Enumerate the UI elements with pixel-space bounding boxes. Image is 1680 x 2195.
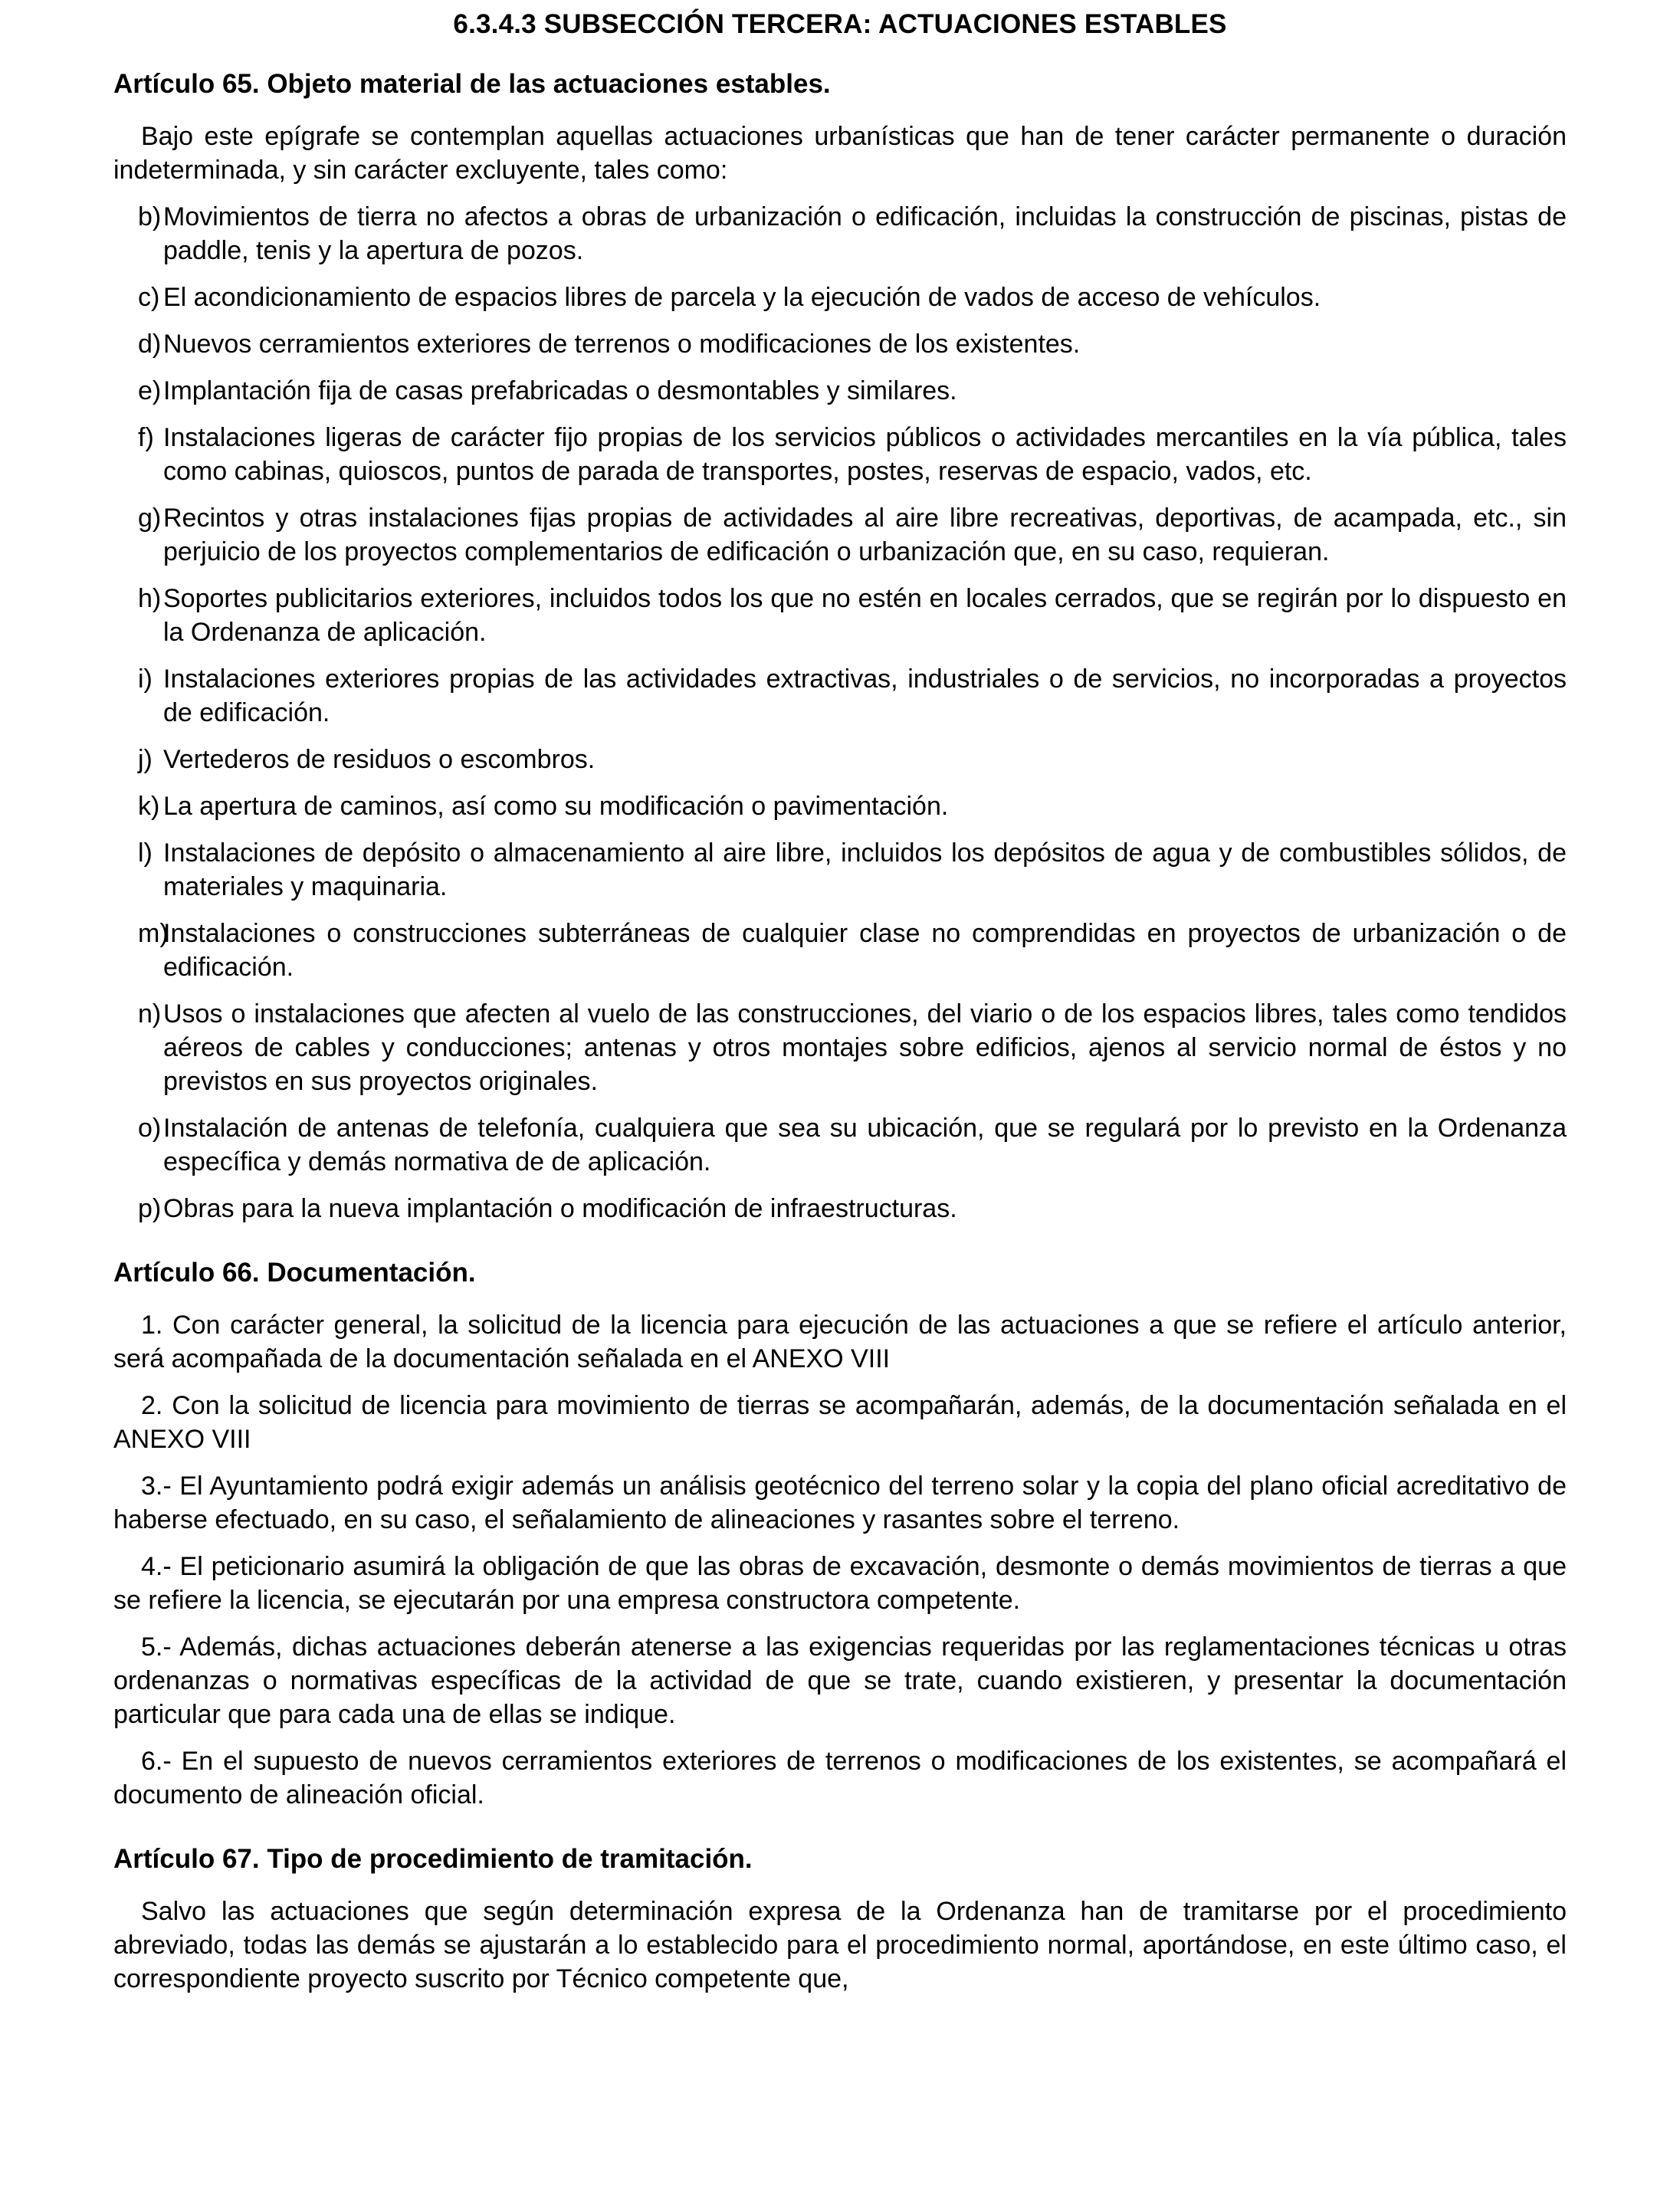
article-66-paragraph-2: 2. Con la solicitud de licencia para movimiento de tierras se acompañarán, además, de la documentación señalada en el ANEXO VIII [113, 1391, 1567, 1454]
list-item-label: p) [138, 1194, 162, 1223]
list-item-label: n) [138, 999, 162, 1029]
list-item-text: El acondicionamiento de espacios libres de parcela y la ejecución de vados de acceso de vehículos. [163, 283, 1321, 312]
article-66-paragraph-5: 5.- Además, dichas actuaciones deberán atenerse a las exigencias requeridas por las reglamentaciones técnicas u otras ordenanzas o normativas específicas de la actividad de que se trate, cuando existieren, y presentar la documentación particular que para cada una de ellas se indique. [113, 1632, 1567, 1729]
list-item-text: Obras para la nueva implantación o modificación de infraestructuras. [163, 1194, 957, 1223]
list-item-n [113, 997, 1567, 1098]
list-item-text: Recintos y otras instalaciones fijas propias de actividades al aire libre recreativas, deportivas, de acampada, etc., sin perjuicio de los proyectos complementarios de edificación o urbanización que, en su caso, requieran. [163, 504, 1567, 566]
list-item-text: Instalaciones o construcciones subterráneas de cualquier clase no comprendidas en proyectos de urbanización o de edificación. [163, 919, 1567, 982]
list-item-label: l) [138, 838, 153, 868]
list-item-label: e) [138, 376, 162, 405]
list-item-b [113, 200, 1567, 267]
list-item-text: La apertura de caminos, así como su modificación o pavimentación. [163, 792, 949, 821]
list-item-label: d) [138, 330, 162, 359]
list-item-label: b) [138, 202, 162, 231]
article-66-paragraph-3: 3.- El Ayuntamiento podrá exigir además un análisis geotécnico del terreno solar y la copia del plano oficial acreditativo de haberse efectuado, en su caso, el señalamiento de alineaciones y rasantes sobre el terreno. [113, 1472, 1567, 1534]
list-item-label: i) [138, 664, 153, 694]
article-67-paragraph-1: Salvo las actuaciones que según determinación expresa de la Ordenanza han de tramitarse por el procedimiento abreviado, todas las demás se ajustarán a lo establecido para el procedimiento normal, aportándose, en este último caso, el correspondiente proyecto suscrito por Técnico competente que, [113, 1897, 1567, 1993]
list-item-l [113, 836, 1567, 904]
list-item-p [113, 1192, 1567, 1225]
list-item-label: m) [138, 919, 169, 948]
article-66-title: Artículo 66. Documentación. [113, 1258, 476, 1288]
list-item-label: h) [138, 584, 162, 613]
list-item-g [113, 501, 1567, 569]
list-item-j [113, 743, 1567, 776]
list-item-h [113, 582, 1567, 649]
list-item-m [113, 917, 1567, 984]
section-heading: 6.3.4.3 SUBSECCIÓN TERCERA: ACTUACIONES ESTABLES [453, 9, 1227, 39]
list-item-e [113, 374, 1567, 408]
list-item-i [113, 662, 1567, 730]
list-item-label: f) [138, 423, 154, 452]
article-65-title: Artículo 65. Objeto material de las actuaciones estables. [113, 69, 831, 99]
list-item-label: o) [138, 1114, 162, 1143]
list-item-f [113, 421, 1567, 488]
article-66-paragraph-6: 6.- En el supuesto de nuevos cerramientos exteriores de terrenos o modificaciones de los existentes, se acompañará el documento de alineación oficial. [113, 1747, 1567, 1809]
list-item-d [113, 327, 1567, 361]
list-item-text: Nuevos cerramientos exteriores de terrenos o modificaciones de los existentes. [163, 330, 1081, 359]
list-item-text: Vertederos de residuos o escombros. [163, 745, 596, 774]
list-item-text: Soportes publicitarios exteriores, incluidos todos los que no estén en locales cerrados, que se regirán por lo dispuesto en la Ordenanza de aplicación. [163, 584, 1567, 647]
list-item-text: Instalaciones ligeras de carácter fijo propias de los servicios públicos o actividades mercantiles en la vía pública, tales como cabinas, quioscos, puntos de parada de transportes, postes, reservas de espacio, vados, etc. [163, 423, 1567, 486]
article-67-title: Artículo 67. Tipo de procedimiento de tramitación. [113, 1844, 753, 1874]
list-item-label: j) [138, 745, 153, 774]
list-item-text: Usos o instalaciones que afecten al vuelo de las construcciones, del viario o de los espacios libres, tales como tendidos aéreos de cables y conducciones; antenas y otros montajes sobre edificios, ajenos al servicio normal de éstos y no previstos en sus proyectos originales. [163, 999, 1567, 1096]
list-item-text: Instalaciones de depósito o almacenamiento al aire libre, incluidos los depósitos de agua y de combustibles sólidos, de materiales y maquinaria. [163, 838, 1567, 901]
list-item-o [113, 1111, 1567, 1179]
list-item-text: Instalaciones exteriores propias de las actividades extractivas, industriales o de servicios, no incorporadas a proyectos de edificación. [163, 664, 1567, 727]
list-item-text: Instalación de antenas de telefonía, cualquiera que sea su ubicación, que se regulará por lo previsto en la Ordenanza específica y demás normativa de de aplicación. [163, 1114, 1567, 1176]
article-65-intro-paragraph: Bajo este epígrafe se contemplan aquellas actuaciones urbanísticas que han de tener carácter permanente o duración indeterminada, y sin carácter excluyente, tales como: [113, 122, 1567, 185]
list-item-label: k) [138, 792, 160, 821]
list-item-k [113, 789, 1567, 823]
article-66-paragraph-4: 4.- El peticionario asumirá la obligación de que las obras de excavación, desmonte o demás movimientos de tierras a que se refiere la licencia, se ejecutarán por una empresa constructora competente. [113, 1552, 1567, 1615]
article-66-paragraph-1: 1. Con carácter general, la solicitud de la licencia para ejecución de las actuaciones a que se refiere el artículo anterior, será acompañada de la documentación señalada en el ANEXO VIII [113, 1311, 1567, 1373]
list-item-label: g) [138, 504, 162, 533]
list-item-label: c) [138, 283, 160, 312]
list-item-c [113, 281, 1567, 314]
list-item-text: Implantación fija de casas prefabricadas o desmontables y similares. [163, 376, 957, 405]
list-item-text: Movimientos de tierra no afectos a obras de urbanización o edificación, incluidas la construcción de piscinas, pistas de paddle, tenis y la apertura de pozos. [163, 202, 1567, 265]
